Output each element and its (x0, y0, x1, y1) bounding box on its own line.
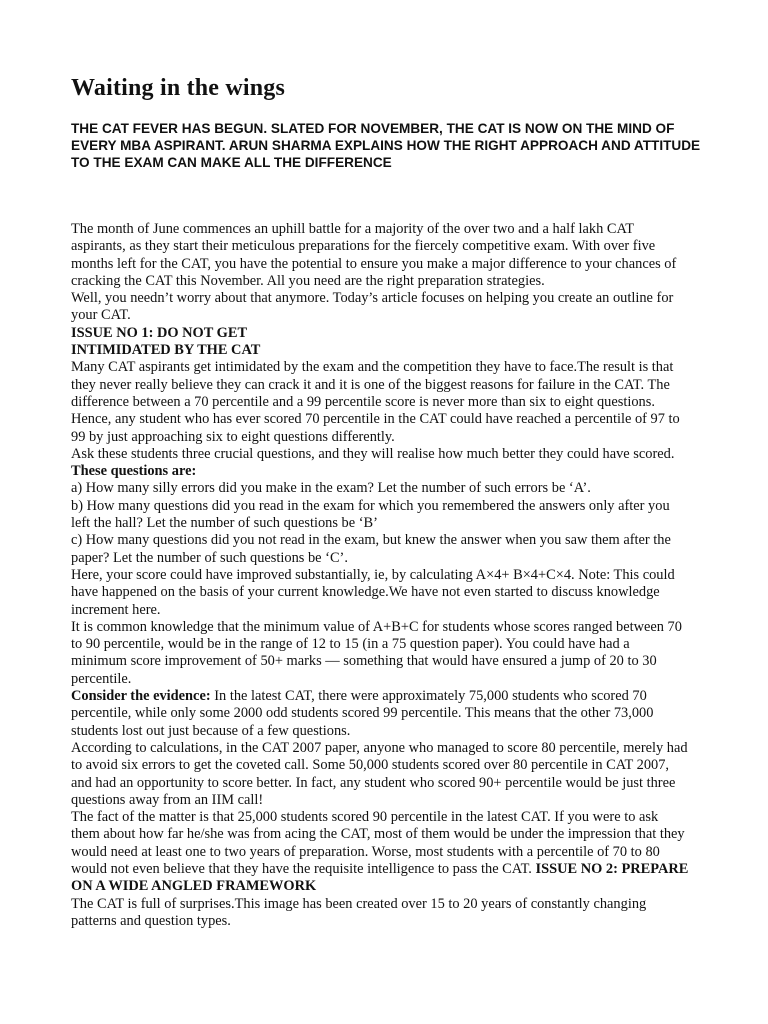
article-body (71, 221, 689, 930)
question-a: a) How many silly errors did you make in the exam? Let the number of such errors be ‘A’. (71, 480, 591, 497)
fact-text: The fact of the matter is that 25,000 students scored 90 percentile in the latest CAT. If you were to ask them about how far he/she was from acing the CAT, most of them would be under the impression that they would need at least one to two years of preparation. Worse, most students with a percentile of 70 to 80 would not even believe that they have the requisite intelligence to pass the CAT. (71, 809, 685, 877)
evidence-label: Consider the evidence: (71, 688, 211, 705)
fact-paragraph (71, 809, 689, 895)
minimum-value-paragraph: It is common knowledge that the minimum value of A+B+C for students whose scores ranged between 70 to 90 percentile, would be in the range of 12 to 15 (in a 75 question paper). You could have had a minimum score improvement of 50+ marks — something that would have ensured a jump of 20 to 30 percentile. (71, 618, 682, 687)
intro-paragraph: The month of June commences an uphill battle for a majority of the over two and a half lakh CAT aspirants, as they start their meticulous preparations for the fiercely competitive exam. With over five months left for the CAT, you have the potential to ensure you make a major difference to your chances of cracking the CAT this November. All you need are the right preparation strategies. (71, 221, 677, 289)
issue-2-heading: ISSUE NO 2: PREPARE ON A WIDE ANGLED FRAMEWORK (71, 860, 689, 895)
issue-1-paragraph: Many CAT aspirants get intimidated by the exam and the competition they have to face.The result is that they never really believe they can crack it and it is one of the biggest reasons for failure in the CAT. The difference between a 70 percentile and a 99 percentile score is never more than six to eight questions. Hence, any student who has ever scored 70 percentile in the CAT could have reached a percentile of 97 to 99 by just approaching six to eight questions differently. (71, 359, 680, 445)
evidence-text: In the latest CAT, there were approximately 75,000 students who scored 70 percentile, while only some 2000 odd students scored 99 percentile. This means that the other 73,000 students lost out just because of a few questions. (71, 688, 654, 739)
article-deck: THE CAT FEVER HAS BEGUN. SLATED FOR NOVEMBER, THE CAT IS NOW ON THE MIND OF EVERY MBA ASPIRANT. ARUN SHARMA EXPLAINS HOW THE RIGHT APPROACH AND ATTITUDE TO THE EXAM CAN MAKE ALL THE DIFFERENCE (71, 121, 701, 171)
evidence-paragraph (71, 688, 689, 740)
issue-1-heading-line-1: ISSUE NO 1: DO NOT GET (71, 324, 248, 341)
issue-1-heading-line-2: INTIMIDATED BY THE CAT (71, 342, 261, 359)
issue-2-paragraph: The CAT is full of surprises.This image has been created over 15 to 20 years of constantly changing patterns and question types. (71, 895, 647, 929)
question-c: c) How many questions did you not read in the exam, but knew the answer when you saw them after the paper? Let the number of such questions be ‘C’. (71, 532, 671, 566)
issue-1-paragraph-2: Ask these students three crucial questions, and they will realise how much better they could have scored. (71, 445, 675, 462)
question-b: b) How many questions did you read in the exam for which you remembered the answers only after you left the hall? Let the number of such questions be ‘B’ (71, 497, 670, 532)
calculations-paragraph: According to calculations, in the CAT 2007 paper, anyone who managed to score 80 percentile, merely had to avoid six errors to get the coveted call. Some 50,000 students scored over 80 percentile in CAT 2007, and had an opportunity to score better. In fact, any student who scored 90+ percentile would be just three questions away from an IIM call! (71, 739, 688, 808)
intro-paragraph-2: Well, you needn’t worry about that anymore. Today’s article focuses on helping you create an outline for your CAT. (71, 290, 674, 324)
improvement-paragraph: Here, your score could have improved substantially, ie, by calculating A×4+ B×4+C×4. Note: This could have happened on the basis of your current knowledge.We have not even started to discuss knowledge increment here. (71, 566, 675, 618)
article-title: Waiting in the wings (71, 75, 286, 101)
questions-heading: These questions are: (71, 463, 197, 480)
